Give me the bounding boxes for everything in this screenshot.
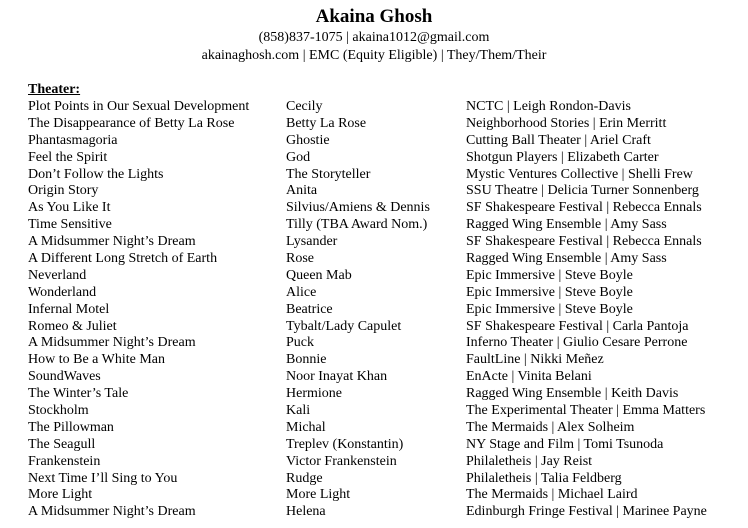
credit-role: Anita [286, 183, 318, 199]
credit-show: A Different Long Stretch of Earth [28, 251, 218, 267]
credit-row [28, 285, 748, 302]
credit-company-director: SSU Theatre | Delicia Turner Sonnenberg [466, 183, 699, 199]
performer-name: Akaina Ghosh [315, 6, 433, 27]
credit-company-director: FaultLine | Nikki Meñez [466, 352, 604, 368]
credit-show: Next Time I’ll Sing to You [28, 470, 178, 486]
theater-credits-table [28, 99, 748, 521]
credit-role: Hermione [286, 386, 342, 402]
credit-company-director: SF Shakespeare Festival | Rebecca Ennals [466, 234, 702, 250]
credit-row [28, 454, 748, 471]
credit-row [28, 437, 748, 454]
credit-company-director: Epic Immersive | Steve Boyle [466, 284, 633, 300]
theater-section-title: Theater: [28, 82, 81, 97]
credit-role: Queen Mab [286, 267, 352, 283]
credit-role: Ghostie [286, 132, 330, 148]
credit-show: Wonderland [28, 284, 97, 300]
credit-show: How to Be a White Man [28, 352, 165, 368]
credit-role: Rudge [286, 470, 323, 486]
credit-row [28, 99, 748, 116]
credit-company-director: The Experimental Theater | Emma Matters [466, 403, 706, 419]
credit-role: Beatrice [286, 301, 333, 317]
credit-role: Tybalt/Lady Capulet [286, 318, 402, 334]
credit-show: As You Like It [28, 200, 111, 216]
credit-show: Infernal Motel [28, 301, 110, 317]
credit-role: Helena [286, 504, 326, 520]
contact-line: (858)837-1075 | akaina1012@gmail.com [258, 30, 490, 45]
credit-row [28, 133, 748, 150]
credit-role: Bonnie [286, 352, 327, 368]
credit-company-director: Epic Immersive | Steve Boyle [466, 301, 633, 317]
credit-company-director: Edinburgh Fringe Festival | Marinee Payne [466, 504, 707, 520]
credit-role: Alice [286, 284, 317, 300]
credit-company-director: EnActe | Vinita Belani [466, 369, 592, 385]
credit-row [28, 369, 748, 386]
credit-role: More Light [286, 487, 351, 503]
credit-show: The Disappearance of Betty La Rose [28, 115, 235, 131]
credit-show: A Midsummer Night’s Dream [28, 335, 196, 351]
credit-company-director: NCTC | Leigh Rondon-Davis [466, 99, 631, 114]
credit-company-director: Epic Immersive | Steve Boyle [466, 267, 633, 283]
credit-company-director: Neighborhood Stories | Erin Merritt [466, 115, 667, 131]
credit-row [28, 319, 748, 336]
credit-row [28, 234, 748, 251]
credit-row [28, 504, 748, 521]
credit-role: Lysander [286, 234, 338, 250]
credit-row [28, 487, 748, 504]
credit-role: Silvius/Amiens & Dennis [286, 200, 430, 216]
info-line: akainaghosh.com | EMC (Equity Eligible) | They/Them/Their [201, 48, 547, 63]
credit-show: SoundWaves [28, 369, 101, 385]
credit-row [28, 420, 748, 437]
credit-role: Treplev (Konstantin) [286, 436, 404, 452]
credit-show: The Pillowman [28, 419, 114, 435]
credit-company-director: The Mermaids | Michael Laird [466, 487, 638, 503]
credit-row [28, 167, 748, 184]
credit-show: Neverland [28, 267, 87, 283]
credit-row [28, 217, 748, 234]
credit-row [28, 386, 748, 403]
credit-show: Time Sensitive [28, 217, 112, 233]
credit-show: Plot Points in Our Sexual Development [28, 99, 250, 114]
credit-role: Kali [286, 403, 311, 419]
credit-row [28, 335, 748, 352]
credit-company-director: Philaletheis | Jay Reist [466, 453, 593, 469]
credit-company-director: Cutting Ball Theater | Ariel Craft [466, 132, 651, 148]
credit-row [28, 352, 748, 369]
credit-row [28, 251, 748, 268]
credit-role: Tilly (TBA Award Nom.) [286, 217, 428, 233]
credit-show: Phantasmagoria [28, 132, 118, 148]
credit-company-director: Ragged Wing Ensemble | Amy Sass [466, 217, 667, 233]
credit-row [28, 200, 748, 217]
credit-show: A Midsummer Night’s Dream [28, 234, 196, 250]
credit-show: Frankenstein [28, 453, 101, 469]
credit-show: Origin Story [28, 183, 99, 199]
credit-row [28, 183, 748, 200]
credit-row [28, 150, 748, 167]
credit-role: The Storyteller [286, 166, 371, 182]
credit-company-director: Philaletheis | Talia Feldberg [466, 470, 622, 486]
credit-company-director: Ragged Wing Ensemble | Amy Sass [466, 251, 667, 267]
credit-role: Rose [286, 251, 314, 267]
credit-row [28, 403, 748, 420]
credit-show: Feel the Spirit [28, 149, 108, 165]
credit-show: Romeo & Juliet [28, 318, 117, 334]
credit-role: God [286, 149, 311, 165]
credit-role: Betty La Rose [286, 115, 367, 131]
credit-company-director: Mystic Ventures Collective | Shelli Frew [466, 166, 693, 182]
credit-show: Don’t Follow the Lights [28, 166, 164, 182]
credit-role: Michal [286, 419, 326, 435]
credit-row [28, 302, 748, 319]
credit-company-director: SF Shakespeare Festival | Carla Pantoja [466, 318, 689, 334]
credit-row [28, 268, 748, 285]
credit-role: Victor Frankenstein [286, 453, 397, 469]
credit-show: More Light [28, 487, 93, 503]
credit-company-director: SF Shakespeare Festival | Rebecca Ennals [466, 200, 702, 216]
credit-company-director: The Mermaids | Alex Solheim [466, 419, 635, 435]
credit-company-director: NY Stage and Film | Tomi Tsunoda [466, 436, 664, 452]
credit-row [28, 471, 748, 488]
credit-role: Noor Inayat Khan [286, 369, 388, 385]
credit-show: The Seagull [28, 436, 96, 452]
credit-show: Stockholm [28, 403, 89, 419]
credit-company-director: Shotgun Players | Elizabeth Carter [466, 149, 659, 165]
credit-company-director: Ragged Wing Ensemble | Keith Davis [466, 386, 679, 402]
credit-role: Cecily [286, 99, 323, 114]
credit-company-director: Inferno Theater | Giulio Cesare Perrone [466, 335, 688, 351]
credit-role: Puck [286, 335, 314, 351]
credit-show: The Winter’s Tale [28, 386, 129, 402]
resume-header [0, 5, 748, 65]
credit-row [28, 116, 748, 133]
credit-show: A Midsummer Night’s Dream [28, 504, 196, 520]
